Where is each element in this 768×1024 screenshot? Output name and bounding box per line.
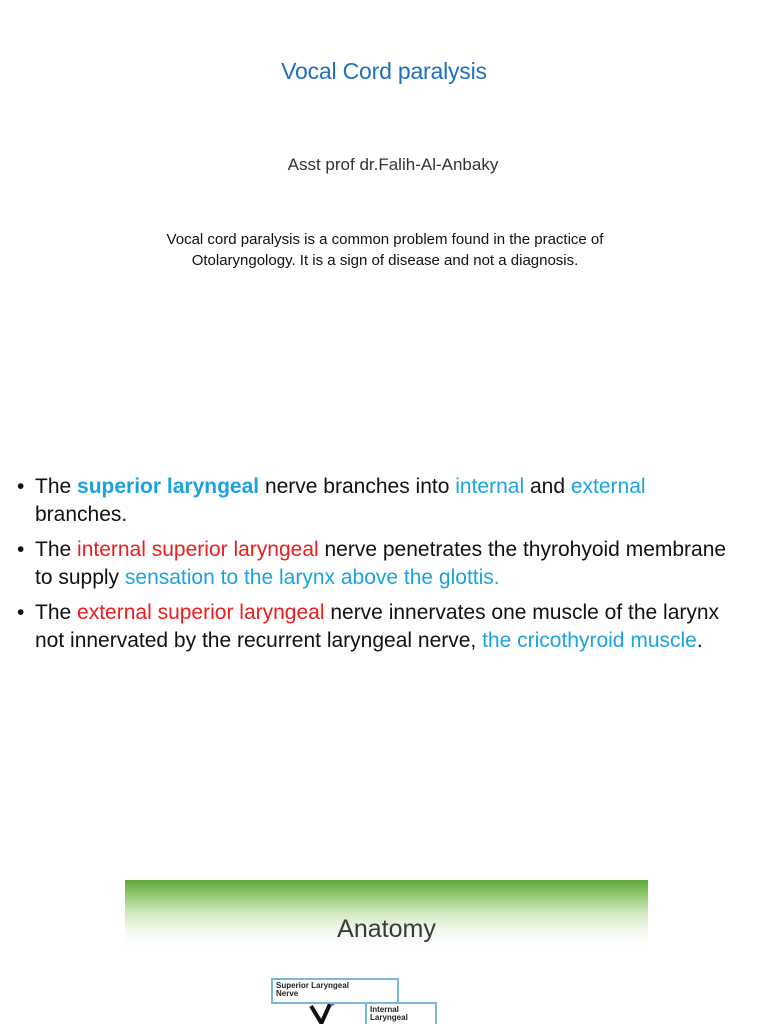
- text: nerve innervates one muscle of the larynx not innervated by the recurrent laryngeal nerve,: [35, 601, 720, 652]
- slide-title: Vocal Cord paralysis: [281, 58, 487, 84]
- text: .: [696, 628, 703, 652]
- text: The: [35, 475, 78, 498]
- anatomy-slide-thumbnail: [125, 880, 648, 1024]
- bullet-list: [17, 473, 737, 662]
- text: nerve penetrates the thyrohyoid membrane to supply: [35, 538, 727, 589]
- bullet-item-1: [17, 473, 737, 528]
- label-text: Nerve: [276, 989, 299, 998]
- nerve-line: [321, 1004, 330, 1024]
- highlight-cricothyroid: the cricothyroid muscle: [482, 628, 697, 652]
- intro-line-1: Vocal cord paralysis is a common problem found in the practice of: [166, 231, 604, 248]
- highlight-external: external: [570, 475, 646, 498]
- label-text: Laryngeal: [370, 1013, 408, 1022]
- highlight-internal-superior-laryngeal: internal superior laryngeal: [77, 538, 319, 561]
- author-name: Asst prof dr.Falih-Al-Anbaky: [287, 155, 499, 174]
- bullet-dot: •: [17, 538, 25, 561]
- text: and: [524, 475, 571, 498]
- label-superior-laryngeal-nerve: [271, 978, 399, 1004]
- text: nerve branches into: [259, 475, 456, 498]
- bullet-dot: •: [17, 601, 25, 624]
- intro-line-2: Otolaryngology. It is a sign of disease and not a diagnosis.: [191, 252, 579, 269]
- label-internal-laryngeal: [365, 1002, 437, 1024]
- text: branches.: [35, 502, 128, 526]
- text: The: [35, 601, 78, 624]
- label-text: Superior Laryngeal: [276, 981, 349, 990]
- bullet-item-3: [17, 599, 737, 654]
- text: The: [35, 538, 78, 561]
- highlight-internal: internal: [455, 475, 525, 498]
- highlight-external-superior-laryngeal: external superior laryngeal: [77, 601, 325, 624]
- label-text: Internal: [370, 1005, 399, 1014]
- highlight-sensation: sensation to the larynx above the glottis.: [124, 565, 500, 589]
- bullet-item-2: [17, 536, 737, 591]
- intro-paragraph: [110, 229, 660, 271]
- anatomy-title: Anatomy: [337, 915, 436, 943]
- bullet-dot: •: [17, 475, 25, 498]
- highlight-superior-laryngeal: superior laryngeal: [77, 475, 260, 498]
